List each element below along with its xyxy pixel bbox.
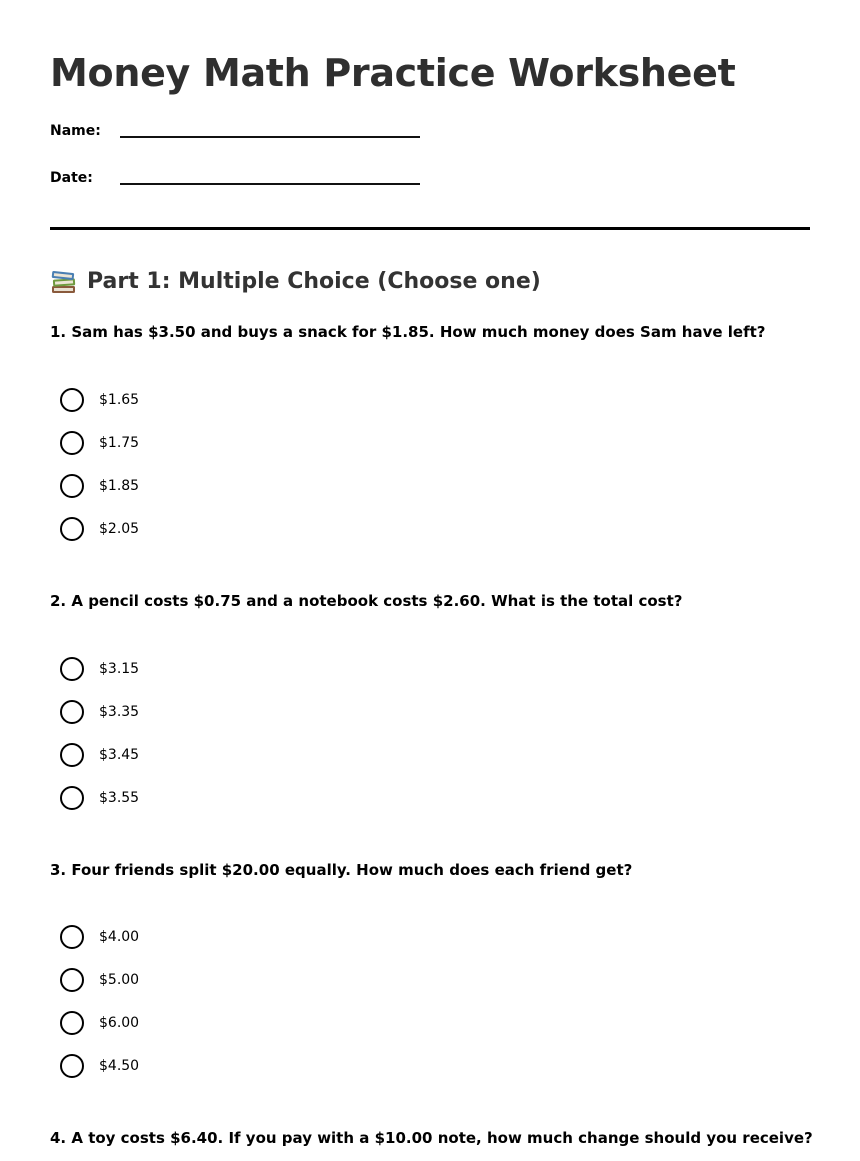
date-label: Date: xyxy=(50,170,93,186)
radio-button[interactable] xyxy=(60,925,84,949)
radio-button[interactable] xyxy=(60,1011,84,1035)
radio-button[interactable] xyxy=(60,474,84,498)
date-field-row xyxy=(50,169,470,193)
question-2: 2. A pencil costs $0.75 and a notebook costs $2.60. What is the total cost? xyxy=(50,592,683,610)
q3-option-4[interactable] xyxy=(60,1053,139,1079)
section-heading xyxy=(50,266,541,298)
option-label: $5.00 xyxy=(99,972,140,988)
q1-option-1[interactable] xyxy=(60,387,139,413)
q2-option-3[interactable] xyxy=(60,742,139,768)
radio-button[interactable] xyxy=(60,700,84,724)
option-label: $4.00 xyxy=(99,929,140,945)
page-title: Money Math Practice Worksheet xyxy=(50,51,736,95)
radio-button[interactable] xyxy=(60,517,84,541)
option-label: $4.50 xyxy=(99,1058,140,1074)
question-4: 4. A toy costs $6.40. If you pay with a $10.00 note, how much change should you receive? xyxy=(50,1129,813,1147)
q3-option-3[interactable] xyxy=(60,1010,139,1036)
option-label: $1.75 xyxy=(99,435,140,451)
date-field[interactable] xyxy=(120,183,420,185)
option-label: $3.55 xyxy=(99,790,140,806)
question-1: 1. Sam has $3.50 and buys a snack for $1.85. How much money does Sam have left? xyxy=(50,323,766,341)
radio-button[interactable] xyxy=(60,1054,84,1078)
question-3: 3. Four friends split $20.00 equally. How much does each friend get? xyxy=(50,861,633,879)
name-field-row xyxy=(50,122,470,146)
radio-button[interactable] xyxy=(60,968,84,992)
option-label: $1.85 xyxy=(99,478,140,494)
q1-option-3[interactable] xyxy=(60,473,139,499)
radio-button[interactable] xyxy=(60,786,84,810)
q2-option-2[interactable] xyxy=(60,699,139,725)
q3-option-2[interactable] xyxy=(60,967,139,993)
option-label: $1.65 xyxy=(99,392,140,408)
option-label: $6.00 xyxy=(99,1015,140,1031)
q1-option-4[interactable] xyxy=(60,516,139,542)
option-label: $3.45 xyxy=(99,747,140,763)
books-icon xyxy=(50,269,77,295)
option-label: $2.05 xyxy=(99,521,140,537)
radio-button[interactable] xyxy=(60,388,84,412)
option-label: $3.35 xyxy=(99,704,140,720)
q2-option-4[interactable] xyxy=(60,785,139,811)
radio-button[interactable] xyxy=(60,743,84,767)
name-label: Name: xyxy=(50,123,101,139)
q1-option-2[interactable] xyxy=(60,430,139,456)
radio-button[interactable] xyxy=(60,431,84,455)
option-label: $3.15 xyxy=(99,661,140,677)
divider xyxy=(50,227,810,230)
radio-button[interactable] xyxy=(60,657,84,681)
section-title: Part 1: Multiple Choice (Choose one) xyxy=(87,269,541,294)
q3-option-1[interactable] xyxy=(60,924,139,950)
q2-option-1[interactable] xyxy=(60,656,139,682)
name-field[interactable] xyxy=(120,136,420,138)
